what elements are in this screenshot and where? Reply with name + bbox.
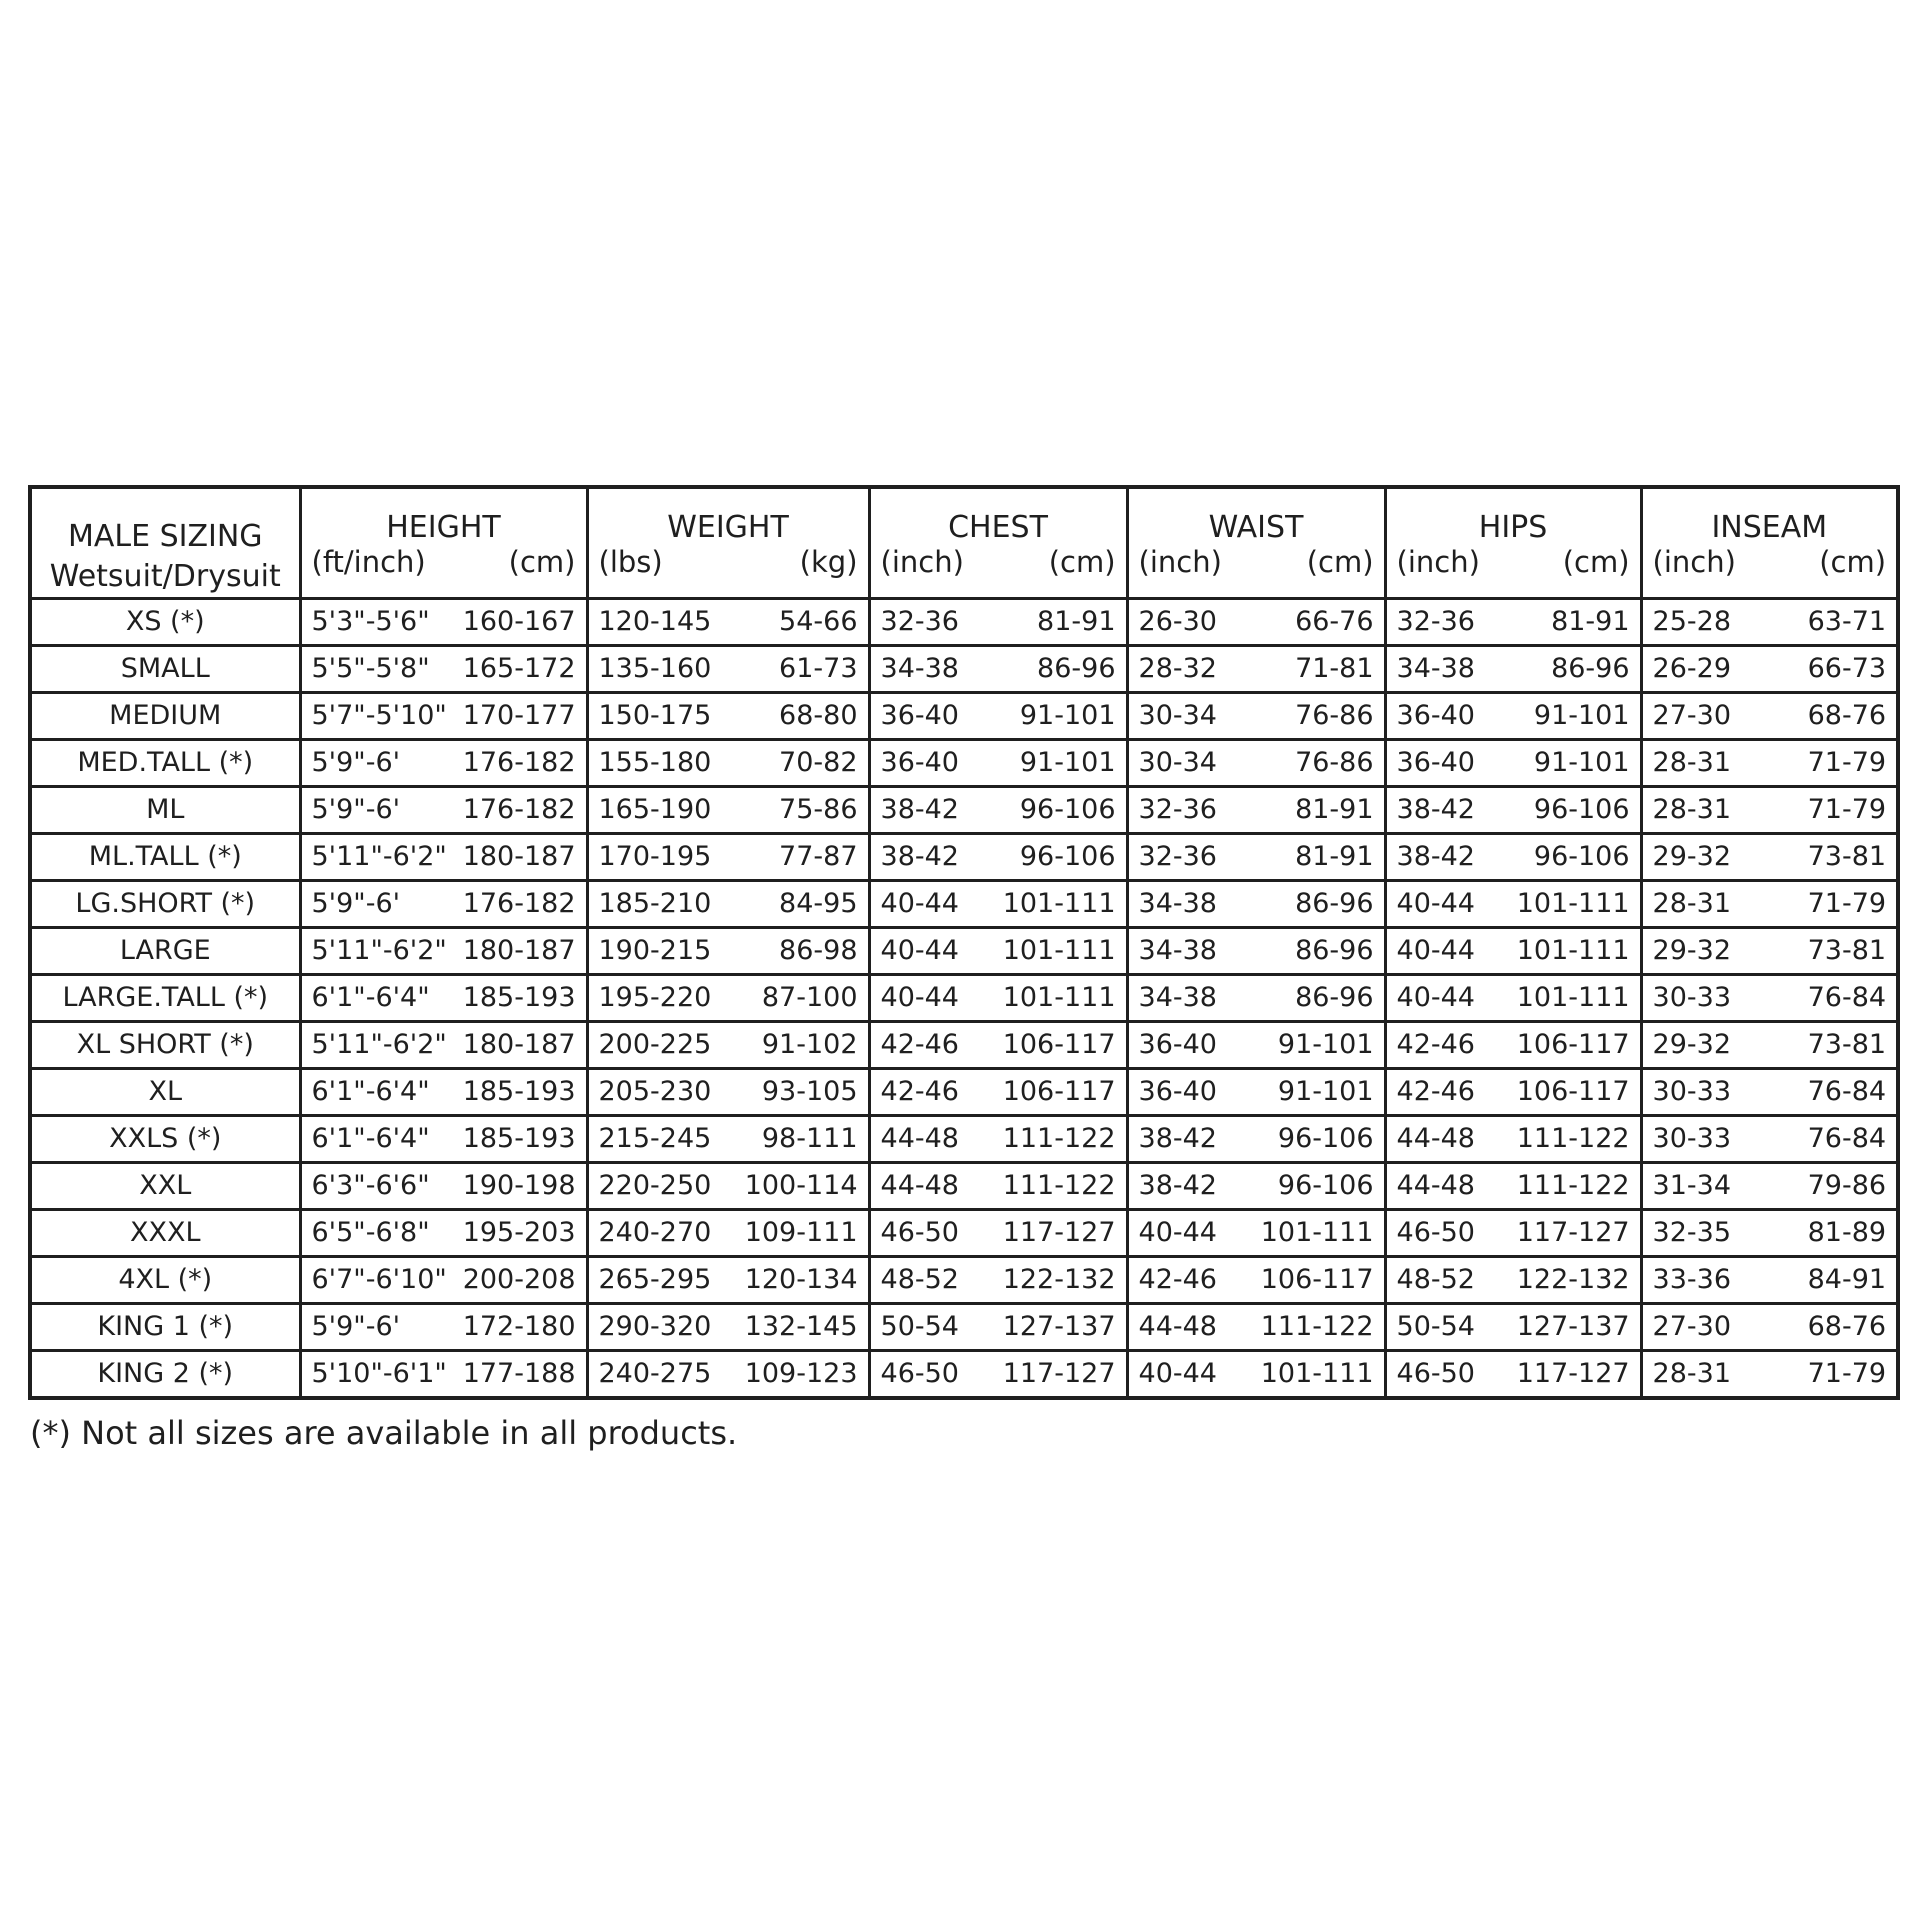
size-name-cell: XS (*) [30,599,300,646]
measurement-cell: 106-117 [997,1022,1127,1069]
measurement-cell: 111-122 [1513,1116,1641,1163]
size-name-cell: LG.SHORT (*) [30,881,300,928]
measurement-cell: 120-134 [729,1257,869,1304]
size-name-cell: XL SHORT (*) [30,1022,300,1069]
measurement-cell: 155-180 [598,747,712,778]
measurement-cell: 73-81 [1807,841,1887,872]
footnote: (*) Not all sizes are available in all products. [30,1414,738,1452]
measurement-cell: 40-44 [1396,935,1475,966]
measurement-cell: 111-122 [1255,1304,1385,1351]
measurement-cell: 46-50 [880,1358,959,1389]
measurement-cell: 5'9"-6' [311,747,401,778]
measurement-cell: 101-111 [1513,881,1641,928]
measurement-cell: 101-111 [997,975,1127,1022]
measurement-cell: 44-48 [1396,1123,1475,1154]
measurement-cell: 73-81 [1807,935,1887,966]
table-body [30,599,1898,1399]
measurement-cell: 91-102 [729,1022,869,1069]
measurement-cell: 135-160 [598,653,712,684]
measurement-cell: 66-73 [1807,653,1887,684]
measurement-cell: 30-33 [1652,982,1732,1013]
size-name-cell: ML.TALL (*) [30,834,300,881]
measurement-cell: 27-30 [1652,700,1732,731]
measurement-cell: 44-48 [1396,1170,1475,1201]
table-row [30,834,1898,881]
group-header-chest: CHEST [869,487,1127,545]
measurement-cell: 190-215 [598,935,712,966]
measurement-cell: 33-36 [1652,1264,1732,1295]
measurement-cell: 46-50 [880,1217,959,1248]
measurement-cell: 86-98 [729,928,869,975]
measurement-cell: 76-84 [1807,982,1887,1013]
measurement-cell: 176-182 [457,740,587,787]
measurement-cell: 111-122 [1513,1163,1641,1210]
measurement-cell: 91-101 [1255,1022,1385,1069]
measurement-cell: 36-40 [880,747,959,778]
measurement-cell: 96-106 [1513,787,1641,834]
measurement-cell: 190-198 [457,1163,587,1210]
measurement-cell: 180-187 [457,834,587,881]
table-row [30,693,1898,740]
size-name-cell: XXLS (*) [30,1116,300,1163]
measurement-cell: 34-38 [880,653,959,684]
measurement-cell: 117-127 [1513,1210,1641,1257]
measurement-cell: 106-117 [997,1069,1127,1116]
measurement-cell: 170-195 [598,841,712,872]
group-header-waist: WAIST [1127,487,1385,545]
measurement-cell: 75-86 [729,787,869,834]
measurement-cell: 200-208 [457,1257,587,1304]
size-name-cell: MED.TALL (*) [30,740,300,787]
measurement-cell: 32-36 [1396,606,1475,637]
male-sizing-table [28,485,1900,1400]
measurement-cell: 48-52 [880,1264,959,1295]
measurement-cell: 86-96 [997,646,1127,693]
table-row [30,881,1898,928]
measurement-cell: 91-101 [997,693,1127,740]
group-header-inseam: INSEAM [1711,510,1828,545]
sizing-header [30,487,300,599]
header-row-units [30,545,1898,599]
measurement-cell: 28-32 [1138,653,1217,684]
header-row-groups [30,487,1898,545]
measurement-cell: 91-101 [997,740,1127,787]
table-row [30,1210,1898,1257]
measurement-cell: 63-71 [1807,606,1887,637]
measurement-cell: 290-320 [598,1311,712,1342]
sizing-header-line2: Wetsuit/Drysuit [49,559,281,594]
measurement-cell: 27-30 [1652,1311,1732,1342]
measurement-cell: 122-132 [1513,1257,1641,1304]
measurement-cell: 170-177 [457,693,587,740]
measurement-cell: 38-42 [880,841,959,872]
measurement-cell: 38-42 [880,794,959,825]
measurement-cell: 29-32 [1652,935,1732,966]
measurement-cell: 6'5"-6'8" [311,1217,430,1248]
measurement-cell: 32-35 [1652,1217,1732,1248]
measurement-cell: 26-29 [1652,653,1732,684]
measurement-cell: 38-42 [1396,794,1475,825]
table-row [30,928,1898,975]
measurement-cell: 28-31 [1652,794,1732,825]
measurement-cell: 5'11"-6'2" [311,935,447,966]
measurement-cell: 265-295 [598,1264,712,1295]
measurement-cell: 29-32 [1652,1029,1732,1060]
measurement-cell: 185-193 [457,1116,587,1163]
measurement-cell: 42-46 [880,1029,959,1060]
table-row [30,1022,1898,1069]
measurement-cell: 215-245 [598,1123,712,1154]
size-name-cell: ML [30,787,300,834]
measurement-cell: 185-210 [598,888,712,919]
measurement-cell: 32-36 [1138,794,1217,825]
unit-header: (cm) [1255,545,1385,599]
table-row [30,740,1898,787]
measurement-cell: 5'5"-5'8" [311,653,430,684]
measurement-cell: 26-30 [1138,606,1217,637]
measurement-cell: 101-111 [1255,1210,1385,1257]
size-name-cell: KING 1 (*) [30,1304,300,1351]
unit-header: (cm) [457,545,587,599]
measurement-cell: 96-106 [997,787,1127,834]
measurement-cell: 71-79 [1807,1358,1887,1389]
size-name-cell: MEDIUM [30,693,300,740]
measurement-cell: 177-188 [457,1351,587,1399]
measurement-cell: 68-76 [1807,700,1887,731]
measurement-cell: 5'9"-6' [311,1311,401,1342]
measurement-cell: 77-87 [729,834,869,881]
measurement-cell: 28-31 [1652,1358,1732,1389]
unit-header: (inch) [1396,545,1480,579]
size-name-cell: XXXL [30,1210,300,1257]
measurement-cell: 6'1"-6'4" [311,1123,430,1154]
measurement-cell: 132-145 [729,1304,869,1351]
measurement-cell: 101-111 [1513,928,1641,975]
measurement-cell: 5'7"-5'10" [311,700,447,731]
unit-header: (cm) [1819,545,1887,579]
table-row [30,1351,1898,1399]
measurement-cell: 5'9"-6' [311,888,401,919]
measurement-cell: 117-127 [997,1351,1127,1399]
unit-header: (lbs) [598,545,663,579]
measurement-cell: 172-180 [457,1304,587,1351]
table-row [30,1304,1898,1351]
size-name-cell: 4XL (*) [30,1257,300,1304]
group-header-height: HEIGHT [300,487,587,545]
table-row [30,1257,1898,1304]
measurement-cell: 40-44 [1396,982,1475,1013]
measurement-cell: 66-76 [1255,599,1385,646]
measurement-cell: 185-193 [457,1069,587,1116]
measurement-cell: 150-175 [598,700,712,731]
table-row [30,599,1898,646]
unit-header: (inch) [1652,545,1736,579]
measurement-cell: 34-38 [1396,653,1475,684]
measurement-cell: 32-36 [1138,841,1217,872]
measurement-cell: 160-167 [457,599,587,646]
measurement-cell: 5'3"-5'6" [311,606,430,637]
measurement-cell: 122-132 [997,1257,1127,1304]
table-row [30,1116,1898,1163]
measurement-cell: 73-81 [1807,1029,1887,1060]
measurement-cell: 44-48 [880,1123,959,1154]
measurement-cell: 48-52 [1396,1264,1475,1295]
measurement-cell: 6'7"-6'10" [311,1264,447,1295]
measurement-cell: 96-106 [997,834,1127,881]
measurement-cell: 6'3"-6'6" [311,1170,430,1201]
size-name-cell: XXL [30,1163,300,1210]
measurement-cell: 106-117 [1513,1022,1641,1069]
size-name-cell: LARGE [30,928,300,975]
measurement-cell: 165-172 [457,646,587,693]
measurement-cell: 91-101 [1513,693,1641,740]
unit-header: (inch) [1138,545,1222,579]
measurement-cell: 195-220 [598,982,712,1013]
table-row [30,1163,1898,1210]
measurement-cell: 86-96 [1513,646,1641,693]
measurement-cell: 180-187 [457,928,587,975]
measurement-cell: 30-34 [1138,700,1217,731]
measurement-cell: 98-111 [729,1116,869,1163]
size-name-cell: SMALL [30,646,300,693]
measurement-cell: 84-95 [729,881,869,928]
measurement-cell: 120-145 [598,606,712,637]
measurement-cell: 42-46 [1396,1076,1475,1107]
measurement-cell: 79-86 [1807,1170,1887,1201]
measurement-cell: 40-44 [880,888,959,919]
table-row [30,975,1898,1022]
measurement-cell: 101-111 [997,928,1127,975]
measurement-cell: 38-42 [1138,1170,1217,1201]
measurement-cell: 86-96 [1255,881,1385,928]
unit-header: (kg) [729,545,869,599]
measurement-cell: 81-91 [1255,834,1385,881]
measurement-cell: 42-46 [1138,1264,1217,1295]
measurement-cell: 34-38 [1138,935,1217,966]
measurement-cell: 127-137 [997,1304,1127,1351]
unit-header: (ft/inch) [311,545,426,579]
measurement-cell: 165-190 [598,794,712,825]
measurement-cell: 240-270 [598,1217,712,1248]
measurement-cell: 5'11"-6'2" [311,841,447,872]
measurement-cell: 96-106 [1513,834,1641,881]
measurement-cell: 111-122 [997,1163,1127,1210]
measurement-cell: 71-79 [1807,888,1887,919]
measurement-cell: 5'11"-6'2" [311,1029,447,1060]
measurement-cell: 28-31 [1652,888,1732,919]
measurement-cell: 96-106 [1255,1116,1385,1163]
measurement-cell: 100-114 [729,1163,869,1210]
measurement-cell: 71-79 [1807,794,1887,825]
measurement-cell: 117-127 [1513,1351,1641,1399]
measurement-cell: 40-44 [1138,1217,1217,1248]
measurement-cell: 93-105 [729,1069,869,1116]
unit-header: (cm) [997,545,1127,599]
size-name-cell: XL [30,1069,300,1116]
measurement-cell: 200-225 [598,1029,712,1060]
measurement-cell: 6'1"-6'4" [311,982,430,1013]
measurement-cell: 36-40 [1138,1076,1217,1107]
table-row [30,646,1898,693]
measurement-cell: 28-31 [1652,747,1732,778]
size-chart [28,485,1896,1452]
measurement-cell: 220-250 [598,1170,712,1201]
measurement-cell: 29-32 [1652,841,1732,872]
measurement-cell: 81-91 [1255,787,1385,834]
measurement-cell: 40-44 [880,935,959,966]
measurement-cell: 44-48 [1138,1311,1217,1342]
measurement-cell: 185-193 [457,975,587,1022]
measurement-cell: 176-182 [457,881,587,928]
measurement-cell: 25-28 [1652,606,1732,637]
measurement-cell: 6'1"-6'4" [311,1076,430,1107]
measurement-cell: 71-79 [1807,747,1887,778]
measurement-cell: 36-40 [1396,700,1475,731]
measurement-cell: 109-123 [729,1351,869,1399]
measurement-cell: 5'10"-6'1" [311,1358,447,1389]
measurement-cell: 106-117 [1513,1069,1641,1116]
measurement-cell: 109-111 [729,1210,869,1257]
measurement-cell: 86-96 [1255,928,1385,975]
measurement-cell: 31-34 [1652,1170,1732,1201]
measurement-cell: 32-36 [880,606,959,637]
measurement-cell: 96-106 [1255,1163,1385,1210]
measurement-cell: 38-42 [1138,1123,1217,1154]
measurement-cell: 176-182 [457,787,587,834]
measurement-cell: 180-187 [457,1022,587,1069]
measurement-cell: 76-84 [1807,1076,1887,1107]
measurement-cell: 117-127 [997,1210,1127,1257]
measurement-cell: 5'9"-6' [311,794,401,825]
measurement-cell: 81-91 [1513,599,1641,646]
measurement-cell: 76-86 [1255,693,1385,740]
size-name-cell: KING 2 (*) [30,1351,300,1399]
measurement-cell: 54-66 [729,599,869,646]
measurement-cell: 195-203 [457,1210,587,1257]
measurement-cell: 106-117 [1255,1257,1385,1304]
unit-header: (inch) [880,545,964,579]
measurement-cell: 70-82 [729,740,869,787]
measurement-cell: 71-81 [1255,646,1385,693]
measurement-cell: 81-89 [1807,1217,1887,1248]
measurement-cell: 111-122 [997,1116,1127,1163]
measurement-cell: 40-44 [1396,888,1475,919]
measurement-cell: 81-91 [997,599,1127,646]
group-header-hips: HIPS [1385,487,1641,545]
measurement-cell: 38-42 [1396,841,1475,872]
measurement-cell: 84-91 [1807,1264,1887,1295]
measurement-cell: 87-100 [729,975,869,1022]
measurement-cell: 44-48 [880,1170,959,1201]
table-row [30,787,1898,834]
measurement-cell: 30-33 [1652,1123,1732,1154]
measurement-cell: 42-46 [1396,1029,1475,1060]
sizing-header-line1: MALE SIZING [67,519,263,554]
measurement-cell: 91-101 [1255,1069,1385,1116]
measurement-cell: 46-50 [1396,1217,1475,1248]
measurement-cell: 76-86 [1255,740,1385,787]
measurement-cell: 101-111 [1513,975,1641,1022]
measurement-cell: 34-38 [1138,982,1217,1013]
measurement-cell: 34-38 [1138,888,1217,919]
measurement-cell: 205-230 [598,1076,712,1107]
measurement-cell: 40-44 [1138,1358,1217,1389]
measurement-cell: 101-111 [997,881,1127,928]
measurement-cell: 46-50 [1396,1358,1475,1389]
unit-header: (cm) [1513,545,1641,599]
measurement-cell: 50-54 [1396,1311,1475,1342]
measurement-cell: 50-54 [880,1311,959,1342]
measurement-cell: 36-40 [880,700,959,731]
measurement-cell: 30-33 [1652,1076,1732,1107]
measurement-cell: 68-76 [1807,1311,1887,1342]
measurement-cell: 101-111 [1255,1351,1385,1399]
table-row [30,1069,1898,1116]
measurement-cell: 61-73 [729,646,869,693]
measurement-cell: 68-80 [729,693,869,740]
measurement-cell: 240-275 [598,1358,712,1389]
group-header-weight: WEIGHT [587,487,869,545]
measurement-cell: 36-40 [1138,1029,1217,1060]
measurement-cell: 86-96 [1255,975,1385,1022]
measurement-cell: 36-40 [1396,747,1475,778]
measurement-cell: 30-34 [1138,747,1217,778]
measurement-cell: 76-84 [1807,1123,1887,1154]
measurement-cell: 127-137 [1513,1304,1641,1351]
size-name-cell: LARGE.TALL (*) [30,975,300,1022]
measurement-cell: 42-46 [880,1076,959,1107]
measurement-cell: 91-101 [1513,740,1641,787]
measurement-cell: 40-44 [880,982,959,1013]
